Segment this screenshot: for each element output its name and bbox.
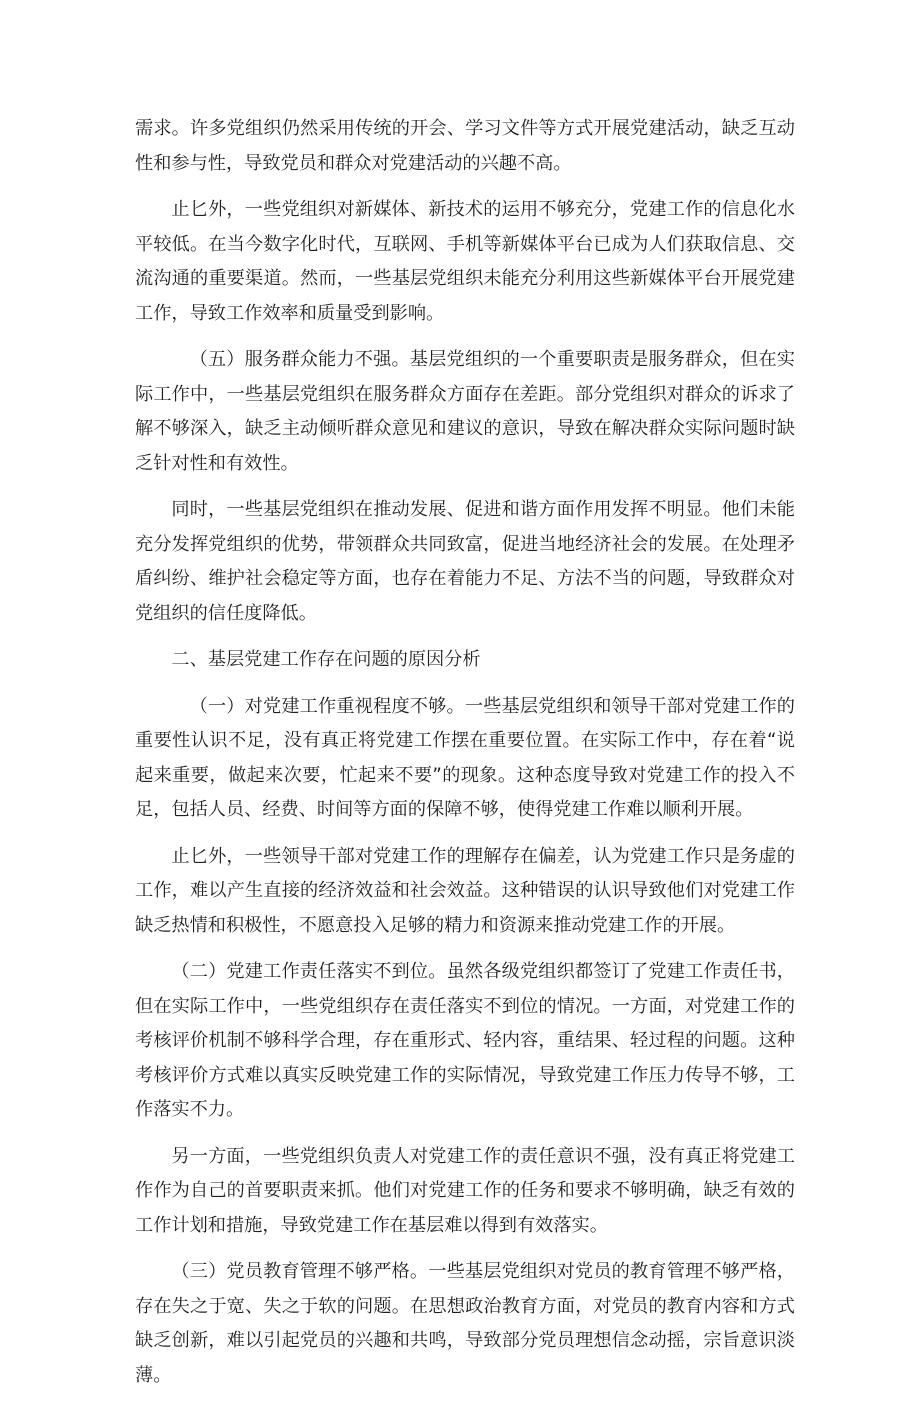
paragraph: 另一方面，一些党组织负责人对党建工作的责任意识不强，没有真正将党建工作作为自己的首要职责来抓。他们对党建工作的任务和要求不够明确，缺乏有效的工作计划和措施，导致党建工作在基层难以得到有效落实。 bbox=[135, 1145, 795, 1236]
paragraph: （二）党建工作责任落实不到位。虽然各级党组织都签订了党建工作责任书，但在实际工作中，一些党组织存在责任落实不到位的情况。一方面，对党建工作的考核评价机制不够科学合理，存在重形式、轻内容，重结果、轻过程的问题。这种考核评价方式难以真实反映党建工作的实际情况，导致党建工作压力传导不够，工作落实不力。 bbox=[135, 961, 795, 1120]
section-heading: 二、基层党建工作存在问题的原因分析 bbox=[171, 649, 481, 670]
paragraph: （一）对党建工作重视程度不够。一些基层党组织和领导干部对党建工作的重要性认识不足，没有真正将党建工作摆在重要位置。在实际工作中，存在着“说起来重要，做起来次要，忙起来不要”的现象。这种态度导致对党建工作的投入不足，包括人员、经费、时间等方面的保障不够，使得党建工作难以顺利开展。 bbox=[135, 695, 795, 820]
paragraph: （五）服务群众能力不强。基层党组织的一个重要职责是服务群众，但在实际工作中，一些基层党组织在服务群众方面存在差距。部分党组织对群众的诉求了解不够深入，缺乏主动倾听群众意见和建议的意识，导致在解决群众实际问题时缺乏针对性和有效性。 bbox=[135, 349, 795, 474]
paragraph: 需求。许多党组织仍然采用传统的开会、学习文件等方式开展党建活动，缺乏互动性和参与性，导致党员和群众对党建活动的兴趣不高。 bbox=[135, 118, 795, 174]
paragraph: 止匕外，一些党组织对新媒体、新技术的运用不够充分，党建工作的信息化水平较低。在当今数字化时代，互联网、手机等新媒体平台已成为人们获取信息、交流沟通的重要渠道。然而，一些基层党组织未能充分利用这些新媒体平台开展党建工作，导致工作效率和质量受到影响。 bbox=[135, 199, 795, 324]
document-body bbox=[135, 112, 795, 1405]
paragraph: 止匕外，一些领导干部对党建工作的理解存在偏差，认为党建工作只是务虚的工作，难以产生直接的经济效益和社会效益。这种错误的认识导致他们对党建工作缺乏热情和积极性，不愿意投入足够的精力和资源来推动党建工作的开展。 bbox=[135, 845, 795, 936]
paragraph: （三）党员教育管理不够严格。一些基层党组织对党员的教育管理不够严格，存在失之于宽、失之于软的问题。在思想政治教育方面，对党员的教育内容和方式缺乏创新，难以引起党员的兴趣和共鸣，导致部分党员理想信念动摇，宗旨意识淡薄。 bbox=[135, 1261, 795, 1386]
paragraph: 同时，一些基层党组织在推动发展、促进和谐方面作用发挥不明显。他们未能充分发挥党组织的优势，带领群众共同致富，促进当地经济社会的发展。在处理矛盾纠纷、维护社会稳定等方面，也存在着能力不足、方法不当的问题，导致群众对党组织的信任度降低。 bbox=[135, 499, 795, 624]
